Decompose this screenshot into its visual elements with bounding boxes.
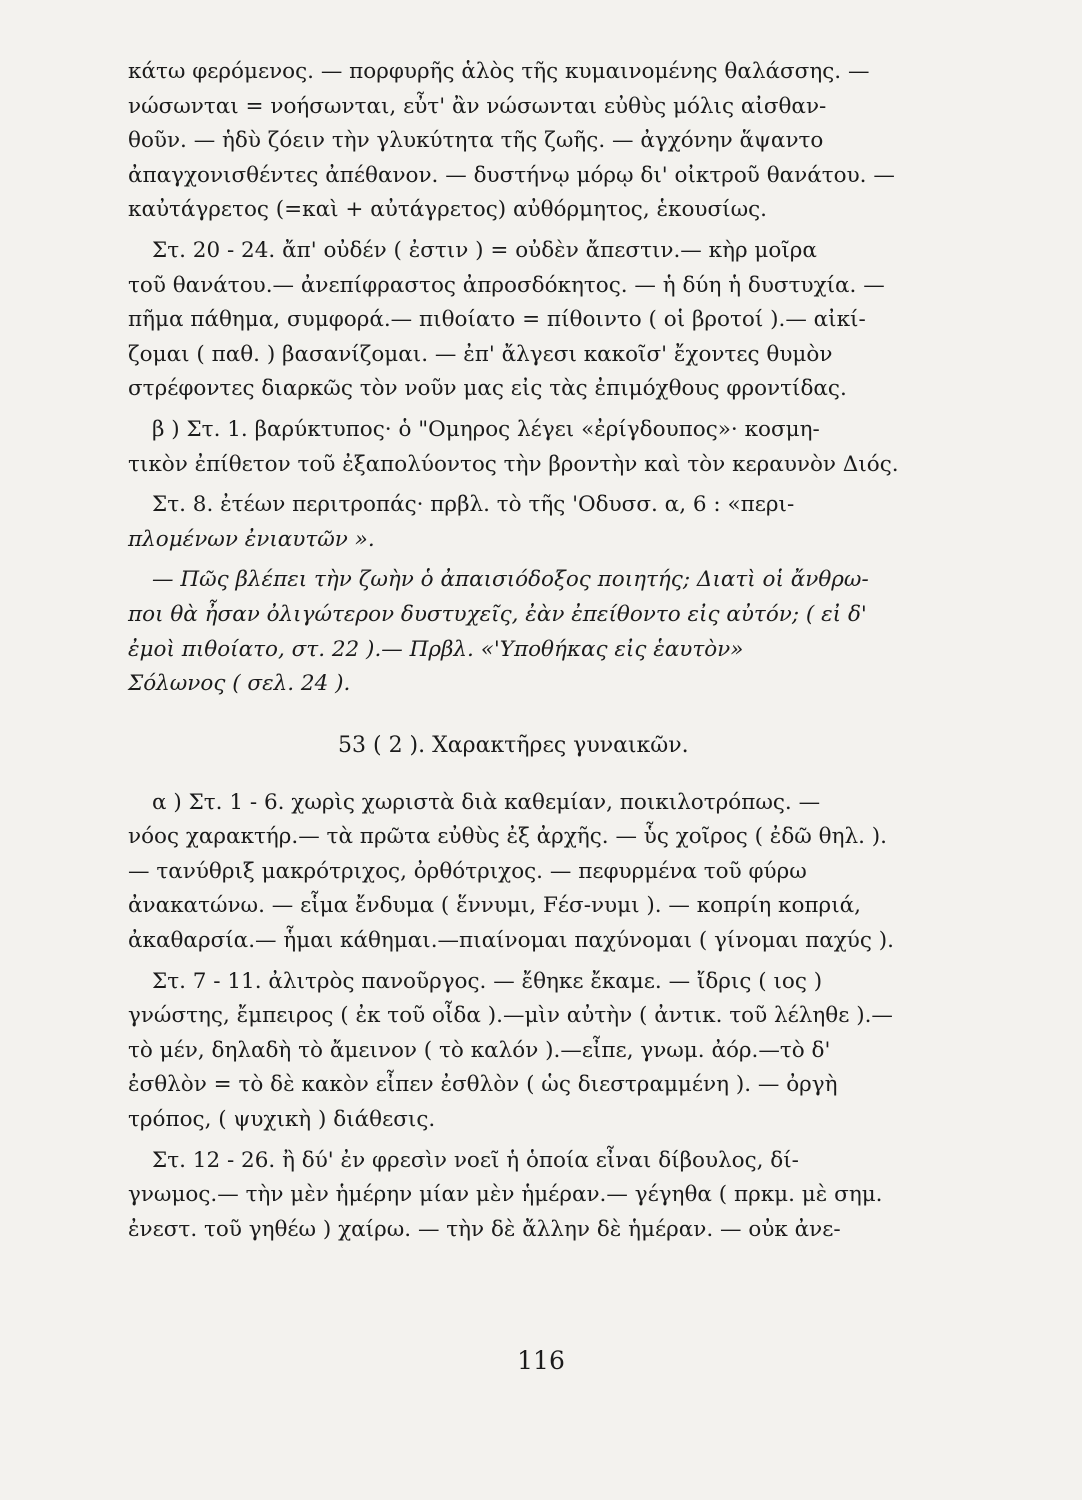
text-line: ἀνακατώνω. — εἷμα ἔνδυμα ( ἕννυμι, Fέσ-νυμι ). — κοπρίη κοπριά, [128, 893, 861, 919]
paragraph [128, 55, 1008, 228]
text-line: νώσωνται = νοήσωνται, εὖτ' ἂν νώσωνται εὐθὺς μόλις αἰσθαν- [128, 93, 827, 119]
text-line: νόος χαρακτήρ.— τὰ πρῶτα εὐθὺς ἐξ ἀρχῆς. — ὗς χοῖρος ( ἐδῶ θηλ. ). [128, 824, 887, 850]
paragraph [128, 786, 1008, 959]
text-line: γνωμος.— τὴν μὲν ἡμέρην μίαν μὲν ἡμέραν.— γέγηθα ( πρκμ. μὲ σημ. [128, 1182, 883, 1208]
section-heading [128, 728, 1008, 764]
paragraph [128, 234, 1008, 407]
text-line: Σόλωνος ( σελ. 24 ). [128, 671, 351, 697]
paragraph [128, 488, 1008, 557]
text-line: — τανύθριξ μακρότριχος, ὀρθότριχος. — πεφυρμένα τοῦ φύρω [128, 858, 807, 884]
body-text [128, 55, 1008, 1247]
text-line: ἀκαθαρσία.— ἧμαι κάθημαι.—πιαίνομαι παχύνομαι ( γίνομαι παχύς ). [128, 928, 894, 954]
text-line: καὐτάγρετος (=καὶ + αὐτάγρετος) αὐθόρμητος, ἑκουσίως. [128, 197, 768, 223]
text-line: τὸ μέν, δηλαδὴ τὸ ἄμεινον ( τὸ καλόν ).—εἶπε, γνωμ. ἀόρ.—τὸ δ' [128, 1037, 831, 1063]
text-line: ποι θὰ ἦσαν ὀλιγώτερον δυστυχεῖς, ἐὰν ἐπείθοντο εἰς αὐτόν; ( εἰ δ' [128, 601, 867, 627]
heading-text: 53 ( 2 ). Χαρακτῆρες γυναικῶν. [338, 732, 689, 758]
paragraph [128, 965, 1008, 1138]
text-line: τοῦ θανάτου.— ἀνεπίφραστος ἀπροσδόκητος. — ἡ δύη ἡ δυστυχία. — [128, 272, 885, 298]
paragraph [128, 1144, 1008, 1248]
text-line: Στ. 20 - 24. ἄπ' οὐδέν ( ἐστιν ) = οὐδὲν ἄπεστιν.— κὴρ μοῖρα [152, 237, 817, 263]
text-line: — Πῶς βλέπει τὴν ζωὴν ὁ ἀπαισιόδοξος ποιητής; Διατὶ οἱ ἄνθρω- [152, 567, 869, 593]
text-line: ἀπαγχονισθέντες ἀπέθανον. — δυστήνῳ μόρῳ δι' οἰκτροῦ θανάτου. — [128, 162, 895, 188]
text-line: ἐσθλὸν = τὸ δὲ κακὸν εἶπεν ἐσθλὸν ( ὡς διεστραμμένη ). — ὀργὴ [128, 1072, 838, 1098]
text-line: Στ. 12 - 26. ἢ δύ' ἐν φρεσὶν νοεῖ ἡ ὁποία εἶναι δίβουλος, δί- [152, 1147, 799, 1173]
text-line: τρόπος, ( ψυχικὴ ) διάθεσις. [128, 1107, 436, 1133]
text-line: Στ. 8. ἐτέων περιτροπάς· πρβλ. τὸ τῆς 'Οδυσσ. α, 6 : «περι- [152, 492, 795, 518]
text-line: κάτω φερόμενος. — πορφυρῆς ἁλὸς τῆς κυμαινομένης θαλάσσης. — [128, 59, 870, 84]
paragraph [128, 563, 1008, 701]
text-line: γνώστης, ἔμπειρος ( ἐκ τοῦ οἶδα ).—μὶν αὐτὴν ( ἀντικ. τοῦ λέληθε ).— [128, 1003, 893, 1029]
text-line: πῆμα πάθημα, συμφορά.— πιθοίατο = πίθοιντο ( οἱ βροτοί ).— αἰκί- [128, 307, 866, 333]
text-line: ἐνεστ. τοῦ γηθέω ) χαίρω. — τὴν δὲ ἄλλην δὲ ἡμέραν. — οὐκ ἀνε- [128, 1216, 841, 1242]
paragraph [128, 413, 1008, 482]
text-line: πλομένων ἐνιαυτῶν ». [128, 526, 375, 552]
text-line: θοῦν. — ἡδὺ ζόειν τὴν γλυκύτητα τῆς ζωῆς. — ἀγχόνην ἅψαντο [128, 128, 824, 154]
page-number: 116 [517, 1346, 565, 1375]
text-line: α ) Στ. 1 - 6. χωρὶς χωριστὰ διὰ καθεμίαν, ποικιλοτρόπως. — [152, 789, 821, 815]
text-line: τικὸν ἐπίθετον τοῦ ἐξαπολύοντος τὴν βροντὴν καὶ τὸν κεραυνὸν Διός. [128, 451, 899, 477]
text-line: ἐμοὶ πιθοίατο, στ. 22 ).— Πρβλ. «'Υποθήκας εἰς ἑαυτὸν» [128, 636, 744, 662]
text-line: Στ. 7 - 11. ἀλιτρὸς πανοῦργος. — ἔθηκε ἔκαμε. — ἴδρις ( ιος ) [152, 968, 823, 994]
text-line: β ) Στ. 1. βαρύκτυπος· ὁ "Ομηρος λέγει «ἐρίγδουπος»· κοσμη- [152, 416, 820, 442]
text-line: στρέφοντες διαρκῶς τὸν νοῦν μας εἰς τὰς ἐπιμόχθους φροντίδας. [128, 376, 847, 402]
text-line: ζομαι ( παθ. ) βασανίζομαι. — ἐπ' ἄλγεσι κακοῖσ' ἔχοντες θυμὸν [128, 341, 833, 367]
